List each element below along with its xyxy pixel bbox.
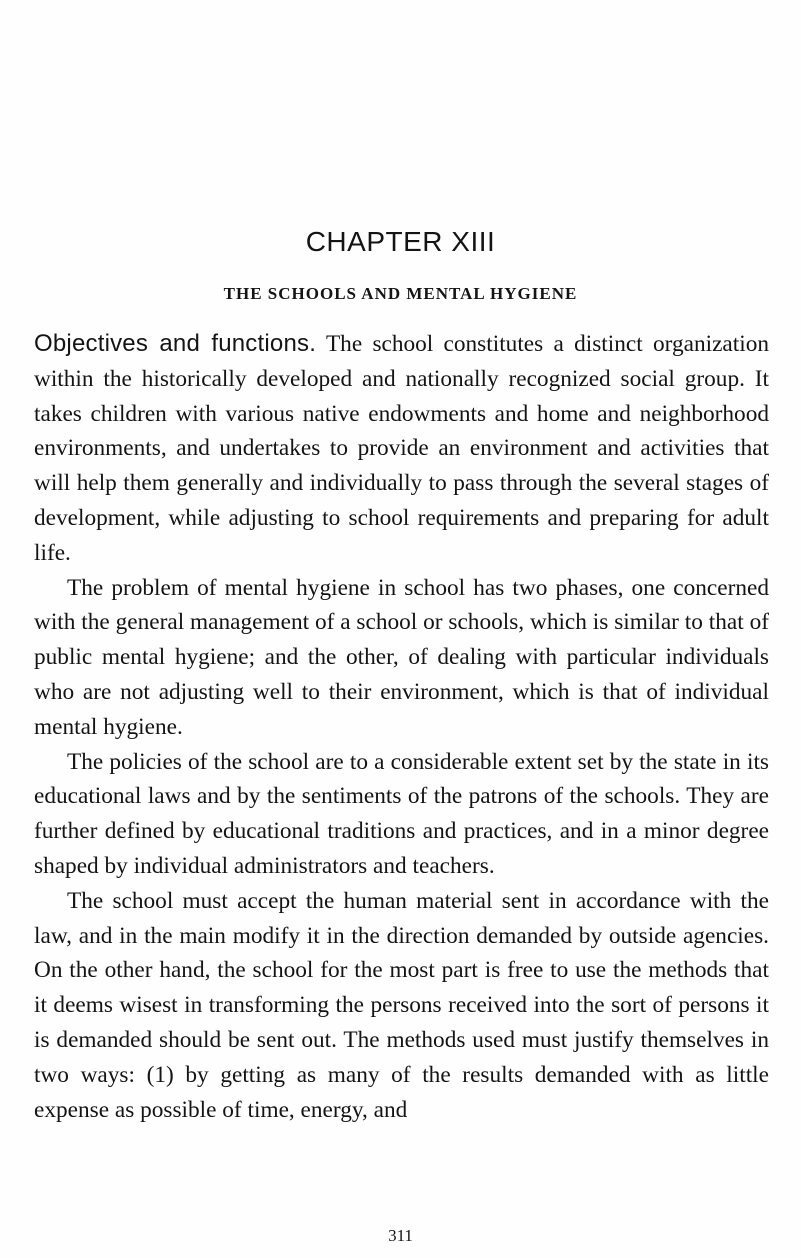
chapter-body	[34, 327, 769, 1127]
paragraph-1-text: The school constitutes a distinct organization within the historically developed and nationally recognized social group. It takes children with various native endowments and home and neighborhood environments, and undertakes to provide an environment and activities that will help them generally and individually to pass through the several stages of development, while adjusting to school requirements and preparing for adult life.	[34, 331, 769, 566]
paragraph-2: The problem of mental hygiene in school has two phases, one concerned with the general management of a school or schools, which is similar to that of public mental hygiene; and the other, of dealing with particular individuals who are not adjusting well to their environment, which is that of individual mental hygiene.	[34, 574, 769, 740]
chapter-title: THE SCHOOLS AND MENTAL HYGIENE	[223, 284, 578, 303]
paragraph-4: The school must accept the human material sent in accordance with the law, and in the main modify it in the direction demanded by outside agencies. On the other hand, the school for the most part is free to use the methods that it deems wisest in transforming the persons received into the sort of persons it is demanded should be sent out. The methods used must justify themselves in two ways: (1) by getting as many of the results demanded with as little expense as possible of time, energy, and	[34, 887, 769, 1123]
paragraph-3: The policies of the school are to a considerable extent set by the state in its educational laws and by the sentiments of the patrons of the schools. They are further defined by educational traditions and practices, and in a minor degree shaped by individual administrators and teachers.	[34, 748, 769, 879]
section-heading: Objectives and functions.	[34, 330, 317, 357]
page-number: 311	[388, 1226, 413, 1245]
paragraph-1	[34, 327, 769, 571]
chapter-number-heading: CHAPTER XIII	[305, 226, 496, 257]
